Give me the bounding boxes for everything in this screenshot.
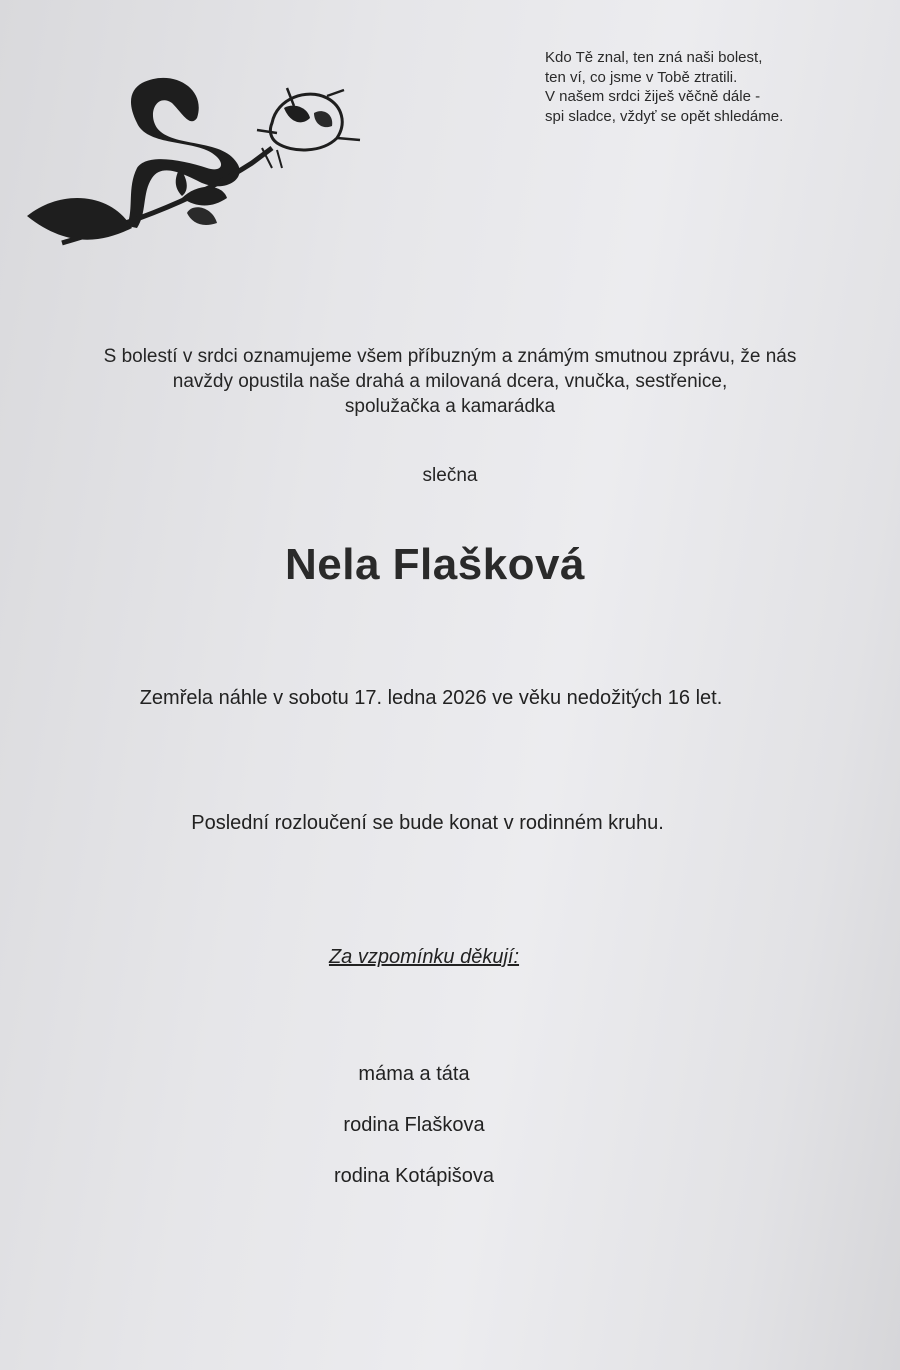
announcement-line: spolužačka a kamarádka bbox=[344, 396, 556, 417]
announcement-text bbox=[30, 344, 870, 419]
poem bbox=[545, 48, 865, 126]
funeral-notice: Poslední rozloučení se bude konat v rodinném kruhu. bbox=[191, 812, 664, 834]
rose-with-ribbon-icon bbox=[22, 68, 372, 258]
thanks-heading: Za vzpomínku děkují: bbox=[328, 946, 520, 968]
poem-line: ten ví, co jsme v Tobě ztratili. bbox=[545, 68, 738, 86]
honorific: slečna bbox=[422, 465, 478, 486]
announcement-line: navždy opustila naše drahá a milovaná dcera, vnučka, sestřenice, bbox=[172, 371, 728, 392]
signer: máma a táta bbox=[358, 1063, 470, 1085]
poem-line: Kdo Tě znal, ten zná naši bolest, bbox=[545, 49, 763, 66]
announcement-line: S bolestí v srdci oznamujeme všem příbuzným a známým smutnou zprávu, že nás bbox=[103, 346, 797, 367]
signers-list bbox=[0, 1063, 828, 1216]
deceased-name: Nela Flašková bbox=[285, 540, 585, 589]
death-notice: Zemřela náhle v sobotu 17. ledna 2026 ve věku nedožitých 16 let. bbox=[139, 687, 723, 709]
signer: rodina Kotápišova bbox=[333, 1165, 495, 1187]
poem-line: V našem srdci žiješ věčně dále - bbox=[545, 88, 761, 105]
signer: rodina Flaškova bbox=[343, 1114, 485, 1136]
poem-line: spi sladce, vždyť se opět shledáme. bbox=[545, 107, 784, 125]
